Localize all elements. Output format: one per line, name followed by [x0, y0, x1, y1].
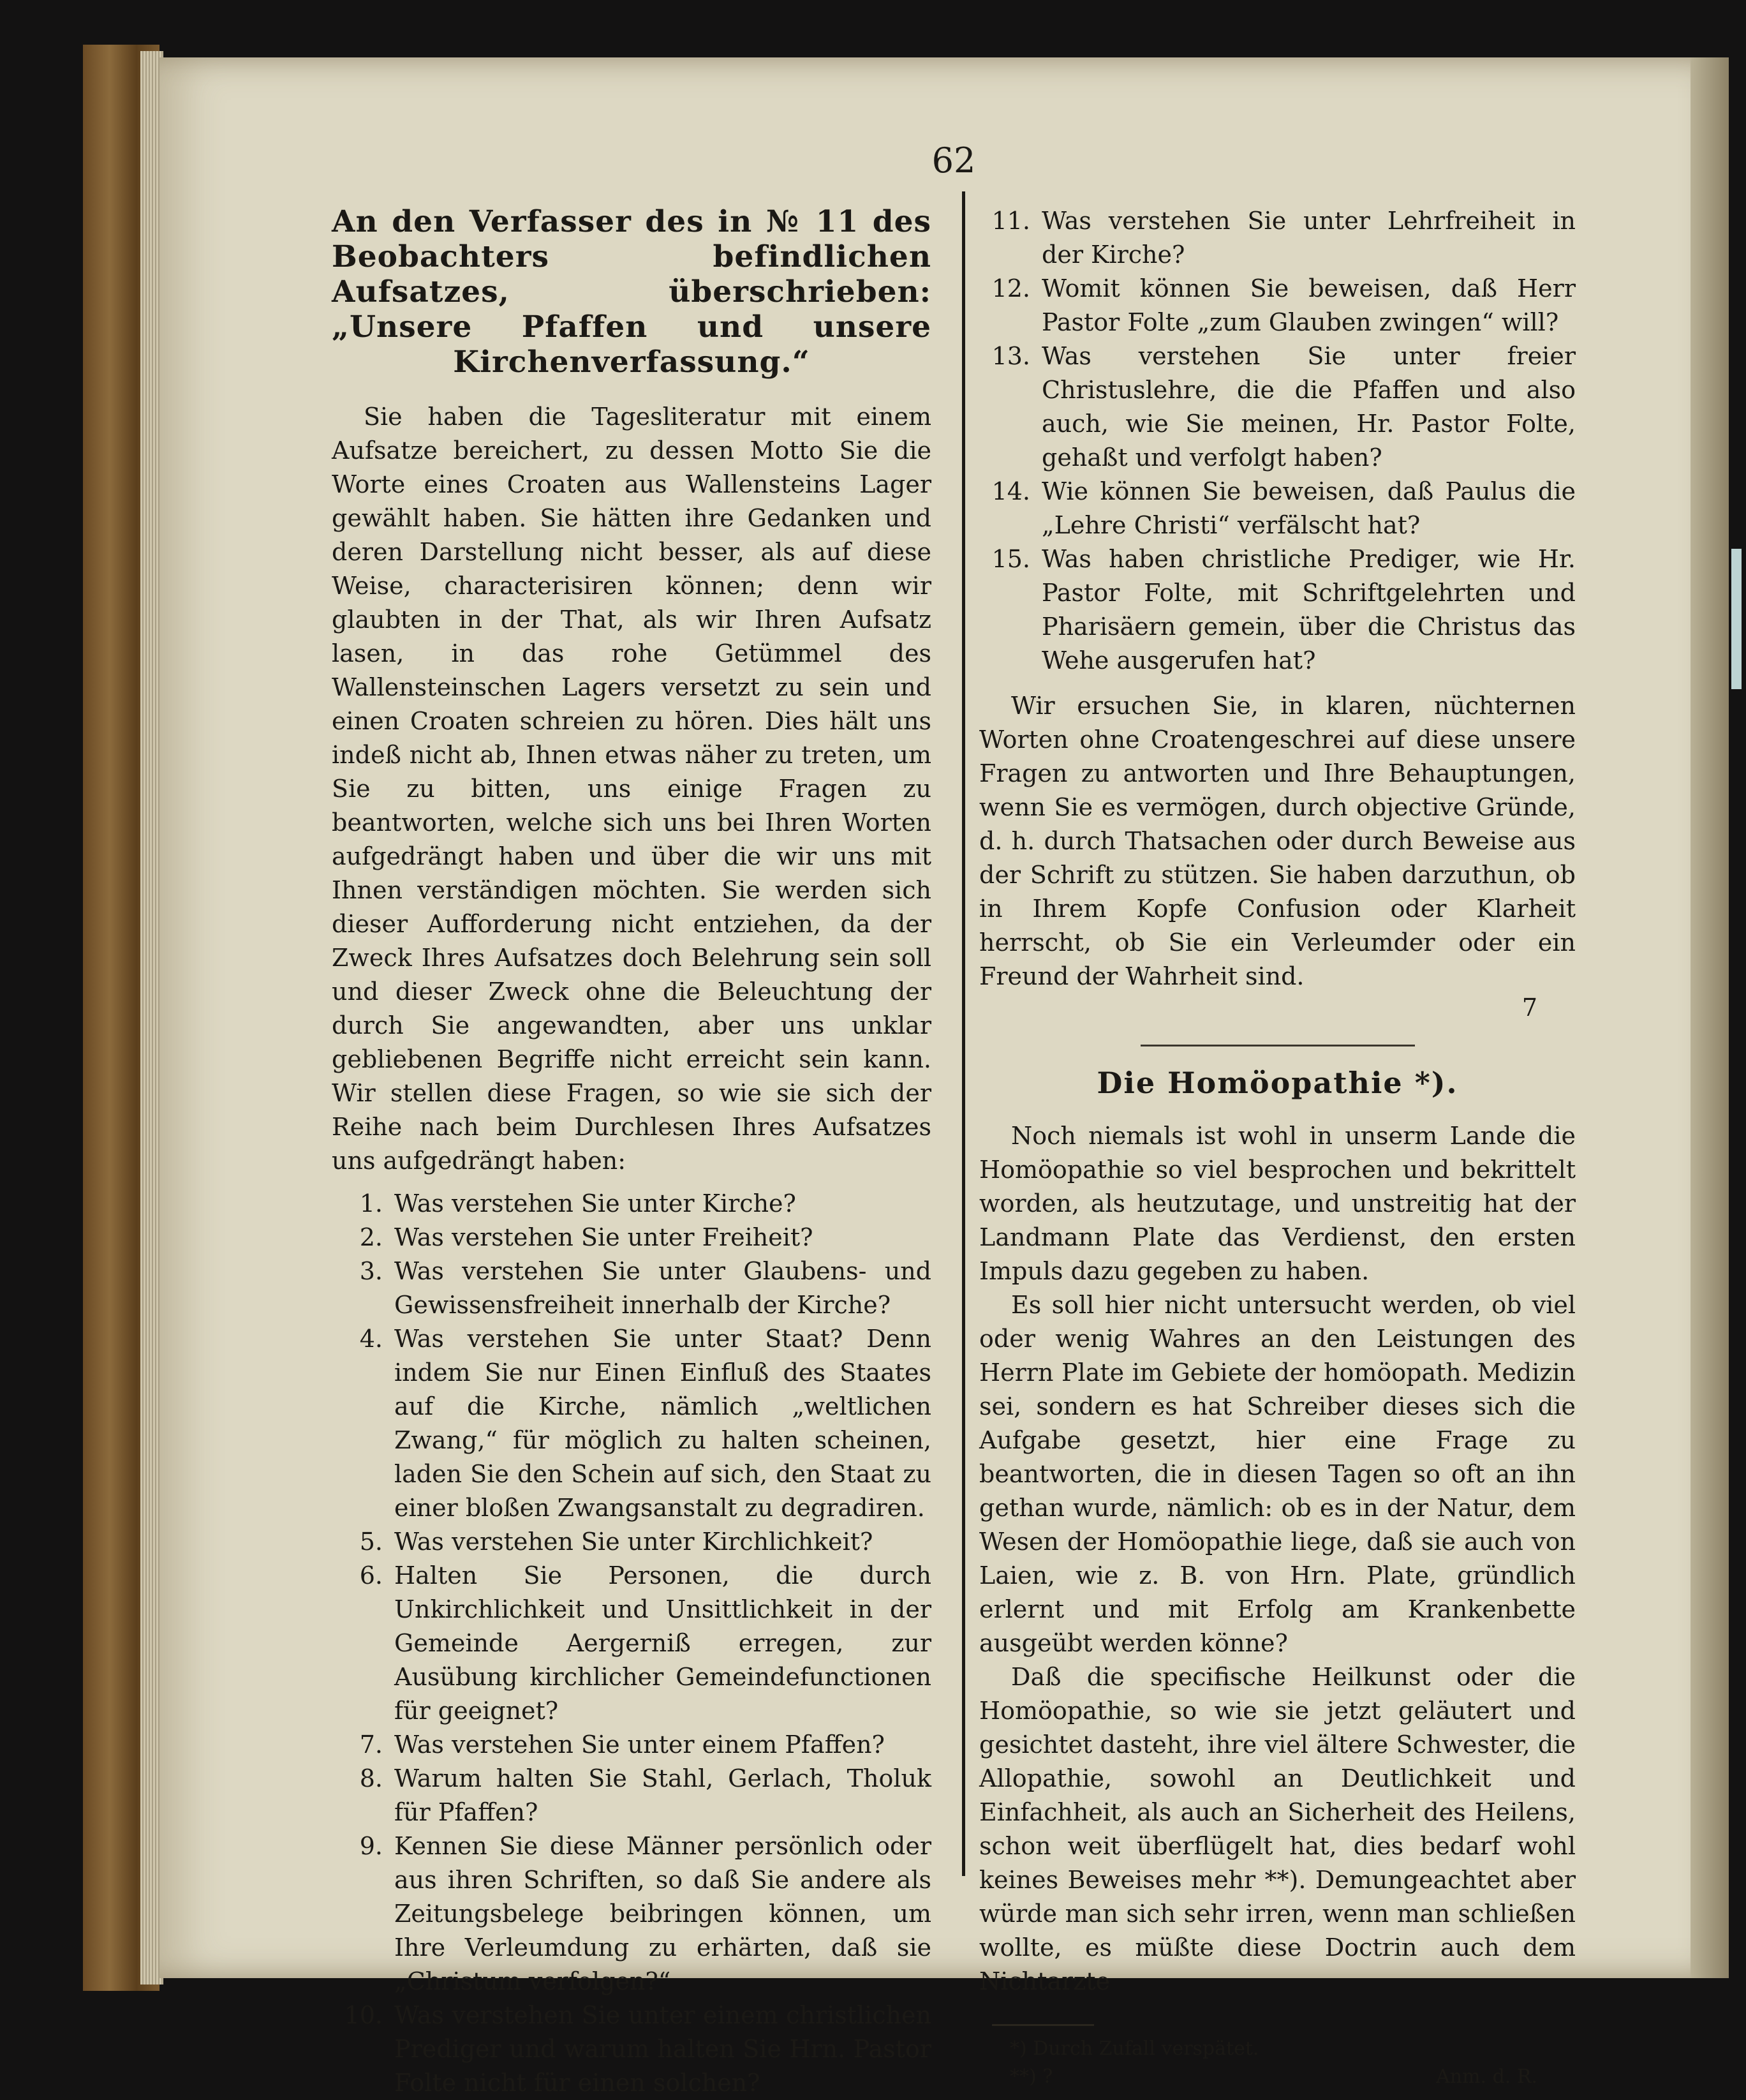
page-right-edge [1691, 57, 1729, 1978]
list-item: 14. Wie können Sie beweisen, daß Paulus die „Lehre Christi“ verfälscht hat? [991, 477, 1576, 539]
page-number: 62 [931, 140, 976, 181]
list-item: 8. Warum halten Sie Stahl, Gerlach, Tholuk für Pfaffen? [359, 1764, 931, 1826]
list-item: 9. Kennen Sie diese Männer persönlich oder aus ihren Schriften, so daß Sie andere als Zeitungsbelege beibringen können, um Ihre Verleumdung zu erhärten, daß sie „Christum verfolgen?“ [359, 1832, 931, 1995]
section-separator [1141, 1045, 1415, 1046]
paragraph: Daß die specifische Heilkunst oder die Homöopathie, so wie sie jetzt geläutert und gesichtet dasteht, ihre viel ältere Schwester, die Allopathie, sowohl an Deutlichkeit und Einfachheit, als auch an Sicherheit des Heilens, schon weit überflügelt hat, dies bedarf wohl keines Beweises mehr **). Demungeachtet aber würde man sich sehr irren, wenn man schließen wollte, es müßte diese Doctrin auch dem Nichtarzte [979, 1663, 1576, 1995]
column-divider [962, 191, 965, 1876]
article-intro: Sie haben die Tagesliteratur mit einem Aufsatze bereichert, zu dessen Motto Sie die Worte eines Croaten aus Wallensteins Lager gewählt haben. Sie hätten ihre Gedanken und deren Darstellung nicht besser, als auf diese Weise, characterisiren können; denn wir glaubten in der That, als wir Ihren Aufsatz lasen, in das rohe Getümmel des Wallensteinschen Lagers versetzt zu sein und einen Croaten schreien zu hören. Dies hält uns indeß nicht ab, Ihnen etwas näher zu treten, um Sie zu bitten, uns einige Fragen zu beantworten, welche sich uns bei Ihren Worten aufgedrängt haben und über die wir uns mit Ihnen verständigen möchten. Sie werden sich dieser Aufforderung nicht entziehen, da der Zweck Ihres Aufsatzes doch Belehrung sein soll und dieser Zweck ohne die Beleuchtung der durch Sie angewandten, aber uns unklar gebliebenen Begriffe nicht erreicht sein kann. Wir stellen diese Fragen, so wie sie sich der Reihe nach beim Durchlesen Ihres Aufsatzes uns aufgedrängt haben: [332, 403, 931, 1175]
list-item: 12. Womit können Sie beweisen, daß Herr Pastor Folte „zum Glauben zwingen“ will? [991, 274, 1576, 336]
list-item: 13. Was verstehen Sie unter freier Christuslehre, die die Pfaffen und also auch, wie Sie meinen, Hr. Pastor Folte, gehaßt und verfolgt haben? [991, 342, 1576, 472]
question-list-right [979, 204, 1576, 678]
list-item: 4. Was verstehen Sie unter Staat? Denn indem Sie nur Einen Einfluß des Staates auf die Kirche, nämlich „weltlichen Zwang,“ für möglich zu halten scheinen, laden Sie den Schein auf sich, den Staat zu einer bloßen Zwangsanstalt zu degradiren. [359, 1325, 931, 1522]
list-item: 15. Was haben christliche Prediger, wie Hr. Pastor Folte, mit Schriftgelehrten und Pharisäern gemein, über die Christus das Wehe ausgerufen hat? [991, 545, 1576, 674]
right-column [979, 204, 1576, 2091]
list-item: 3. Was verstehen Sie unter Glaubens- und Gewissensfreiheit innerhalb der Kirche? [359, 1257, 931, 1319]
color-calibration-strip [1731, 549, 1742, 689]
list-item: 7. Was verstehen Sie unter einem Pfaffen? [359, 1731, 885, 1759]
list-item: 2. Was verstehen Sie unter Freiheit? [359, 1223, 813, 1251]
list-item: 11. Was verstehen Sie unter Lehrfreiheit in der Kirche? [991, 207, 1576, 269]
list-item: 10. Was verstehen Sie unter einem christlichen Prediger und warum halten Sie Hrn. Pastor Folte nicht für einen solchen? [344, 2001, 931, 2097]
paragraph: Es soll hier nicht untersucht werden, ob viel oder wenig Wahres an den Leistungen des Herrn Plate im Gebiete der homöopath. Medizin sei, sondern es hat Schreiber dieses sich die Aufgabe gesetzt, hier eine Frage zu beantworten, die in diesen Tagen so oft an ihn gethan wurde, nämlich: ob es in der Natur, dem Wesen der Homöopathie liege, daß sie auch von Laien, wie z. B. von Hrn. Plate, gründlich erlernt und mit Erfolg am Krankenbette ausgeübt werden könne? [979, 1291, 1576, 1657]
closing-paragraph: Wir ersuchen Sie, in klaren, nüchternen Worten ohne Croatengeschrei auf diese unsere Fragen zu antworten und Ihre Behauptungen, wenn Sie es vermögen, durch objective Gründe, d. h. durch Thatsachen oder durch Beweise aus der Schrift zu stützen. Sie haben darzuthun, ob in Ihrem Kopfe Confusion oder Klarheit herrscht, ob Sie ein Verleumder oder ein Freund der Wahrheit sind. [979, 692, 1576, 990]
author-signature: 7 [1521, 994, 1537, 1022]
footnote: **) ? Anm. d. R. [1010, 2066, 1537, 2088]
left-column [332, 204, 931, 2100]
list-item: 5. Was verstehen Sie unter Kirchlichkeit? [359, 1528, 873, 1556]
footnote: *) Durch Zufall verspätet. [1010, 2037, 1259, 2060]
footnote-rule [992, 2024, 1094, 2026]
list-item: 6. Halten Sie Personen, die durch Unkirchlichkeit und Unsittlichkeit in der Gemeinde Aergerniß erregen, zur Ausübung kirchlicher Gemeindefunctionen für geeignet? [359, 1561, 931, 1725]
paragraph: Noch niemals ist wohl in unserm Lande die Homöopathie so viel besprochen und bekrittelt worden, als heutzutage, und unstreitig hat der Landmann Plate das Verdienst, den ersten Impuls dazu gegeben zu haben. [979, 1122, 1576, 1285]
list-item: 1. Was verstehen Sie unter Kirche? [359, 1189, 796, 1218]
question-list-left [332, 1187, 931, 2100]
section-title: Die Homöopathie *). [1097, 1066, 1458, 1100]
article-heading: An den Verfasser des in № 11 des Beobachters befindlichen Aufsatzes, überschrieben: „Unsere Pfaffen und unsere Kirchenverfassung.“ [332, 204, 931, 380]
